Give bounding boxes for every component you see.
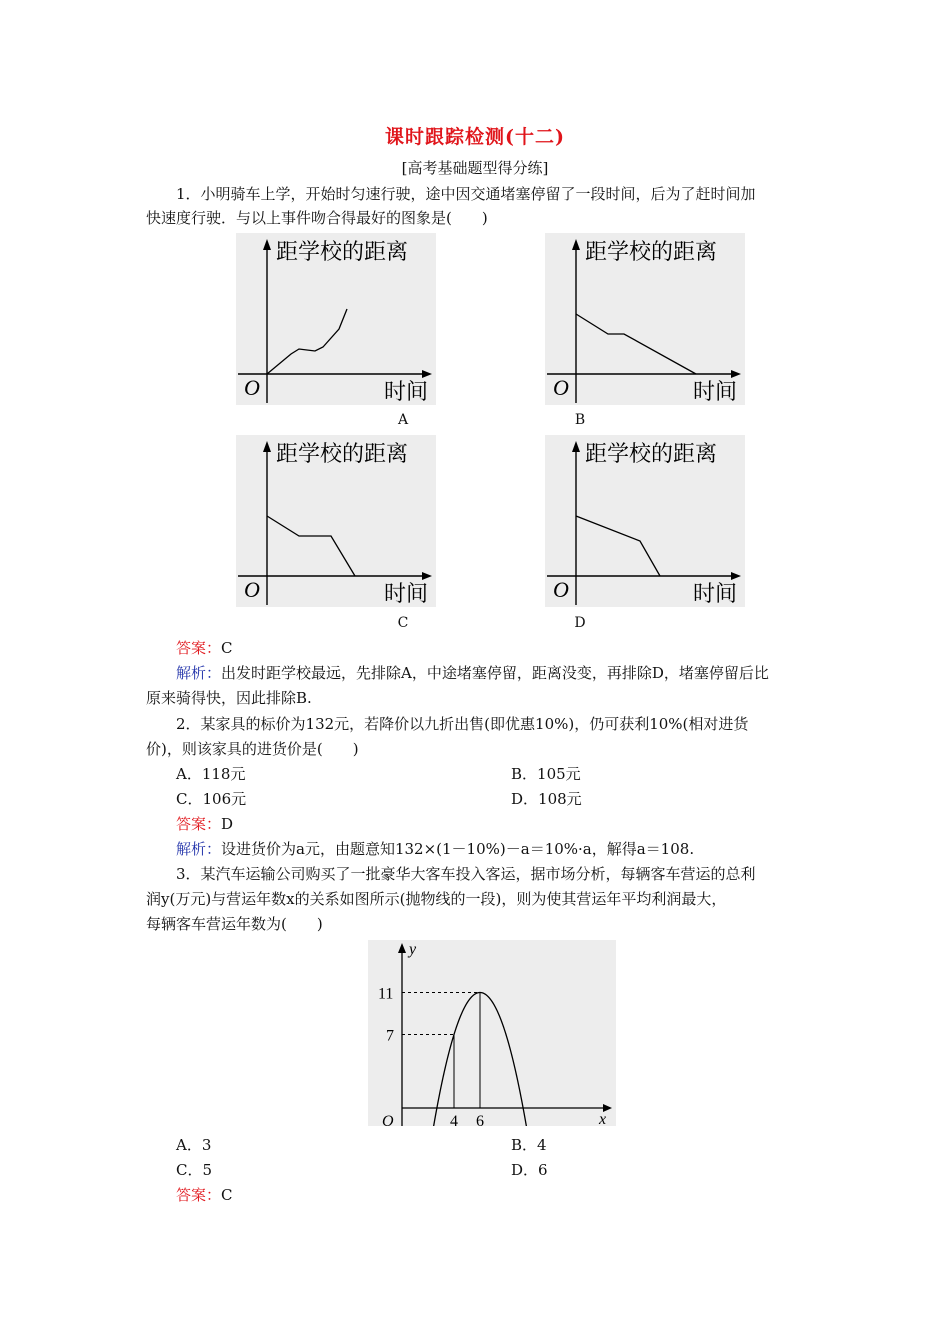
q3-option-d: D．6 <box>511 1161 548 1179</box>
origin-label: O <box>553 577 569 602</box>
caption-b: B <box>574 412 586 428</box>
q3-option-b: B．4 <box>511 1136 547 1154</box>
q3-option-a: A．3 <box>176 1136 212 1154</box>
y-axis-label: y <box>409 941 417 958</box>
q1-analysis-line1 <box>176 663 769 683</box>
y-axis-label: 距学校的距离 <box>585 240 718 265</box>
y-axis-arrow-icon <box>398 943 406 953</box>
answer-label: 答案： <box>176 1186 222 1204</box>
y-axis-label: 距学校的距离 <box>276 442 409 467</box>
q1-analysis-line2: 原来骑得快，因此排除B. <box>146 689 312 707</box>
x-axis-label: 时间 <box>693 582 738 607</box>
y-axis-arrow-icon <box>263 441 271 452</box>
y-axis-arrow-icon <box>572 441 580 452</box>
parabola-graph <box>368 940 616 1126</box>
q2-analysis <box>176 839 694 859</box>
graph-panel-c <box>236 435 436 607</box>
q3-text-line1: 3．某汽车运输公司购买了一批豪华大客车投入客运，据市场分析，每辆客车营运的总利 <box>176 865 756 883</box>
graph-panel-d <box>545 435 745 607</box>
q2-text-line2: 价)，则该家具的进货价是( ) <box>146 740 359 758</box>
analysis-text: 设进货价为a元，由题意知132×(1－10%)－a＝10%·a，解得a＝108. <box>221 840 695 858</box>
x-tick-6: 6 <box>476 1113 484 1126</box>
caption-d: D <box>574 615 586 631</box>
origin-label: O <box>244 375 260 400</box>
parabola-graph-panel <box>368 940 616 1126</box>
x-axis-arrow-icon <box>422 370 432 378</box>
q1-answer <box>176 638 233 658</box>
q2-option-a: A．118元 <box>176 765 246 783</box>
q3-option-c: C．5 <box>176 1161 213 1179</box>
q3-text-line3: 每辆客车营运年数为( ) <box>146 915 323 933</box>
graph-panel-a <box>236 233 436 405</box>
origin-label: O <box>244 577 260 602</box>
distance-curve-c <box>267 516 355 576</box>
answer-value: D <box>221 815 234 833</box>
q2-text-line1: 2．某家具的标价为132元，若降价以九折出售(即优惠10%)，仍可获利10%(相对进货 <box>176 715 749 733</box>
q1-text-line2: 快速度行驶．与以上事件吻合得最好的图象是( ) <box>146 209 488 227</box>
page-title: 课时跟踪检测(十二) <box>385 126 565 148</box>
distance-curve-d <box>576 516 660 576</box>
origin-label: O <box>382 1113 394 1126</box>
x-tick-4: 4 <box>450 1113 458 1126</box>
y-tick-11: 11 <box>378 985 394 1003</box>
q2-answer <box>176 814 233 834</box>
x-axis-label: 时间 <box>384 380 429 405</box>
q1-text-line1: 1．小明骑车上学，开始时匀速行驶，途中因交通堵塞停留了一段时间，后为了赶时间加 <box>176 185 756 203</box>
q2-option-d: D．108元 <box>511 790 582 808</box>
origin-label: O <box>553 375 569 400</box>
q3-answer <box>176 1185 233 1205</box>
caption-a: A <box>397 412 409 428</box>
x-axis-label: 时间 <box>693 380 738 405</box>
x-axis-arrow-icon <box>731 370 741 378</box>
distance-curve-b <box>576 314 696 374</box>
answer-value: C <box>221 639 233 657</box>
y-axis-arrow-icon <box>263 239 271 250</box>
section-subtitle: [高考基础题型得分练] <box>401 159 549 177</box>
y-tick-7: 7 <box>386 1027 394 1045</box>
x-axis-label: 时间 <box>384 582 429 607</box>
x-axis-arrow-icon <box>731 572 741 580</box>
q2-option-c: C．106元 <box>176 790 247 808</box>
q2-option-b: B．105元 <box>511 765 581 783</box>
answer-label: 答案： <box>176 639 222 657</box>
answer-value: C <box>221 1186 233 1204</box>
x-axis-arrow-icon <box>422 572 432 580</box>
analysis-label: 解析： <box>176 664 222 682</box>
y-axis-label: 距学校的距离 <box>276 240 409 265</box>
graph-panel-b <box>545 233 745 405</box>
x-axis-label: x <box>599 1111 607 1126</box>
q3-text-line2: 润y(万元)与营运年数x的关系如图所示(抛物线的一段)，则为使其营运年平均利润最大， <box>146 890 727 908</box>
answer-label: 答案： <box>176 815 222 833</box>
y-axis-label: 距学校的距离 <box>585 442 718 467</box>
analysis-text: 出发时距学校最远，先排除A，中途堵塞停留，距离没变，再排除D，堵塞停留后比 <box>221 664 769 682</box>
caption-c: C <box>397 615 409 631</box>
y-axis-arrow-icon <box>572 239 580 250</box>
analysis-label: 解析： <box>176 840 222 858</box>
distance-curve-a <box>267 309 347 374</box>
